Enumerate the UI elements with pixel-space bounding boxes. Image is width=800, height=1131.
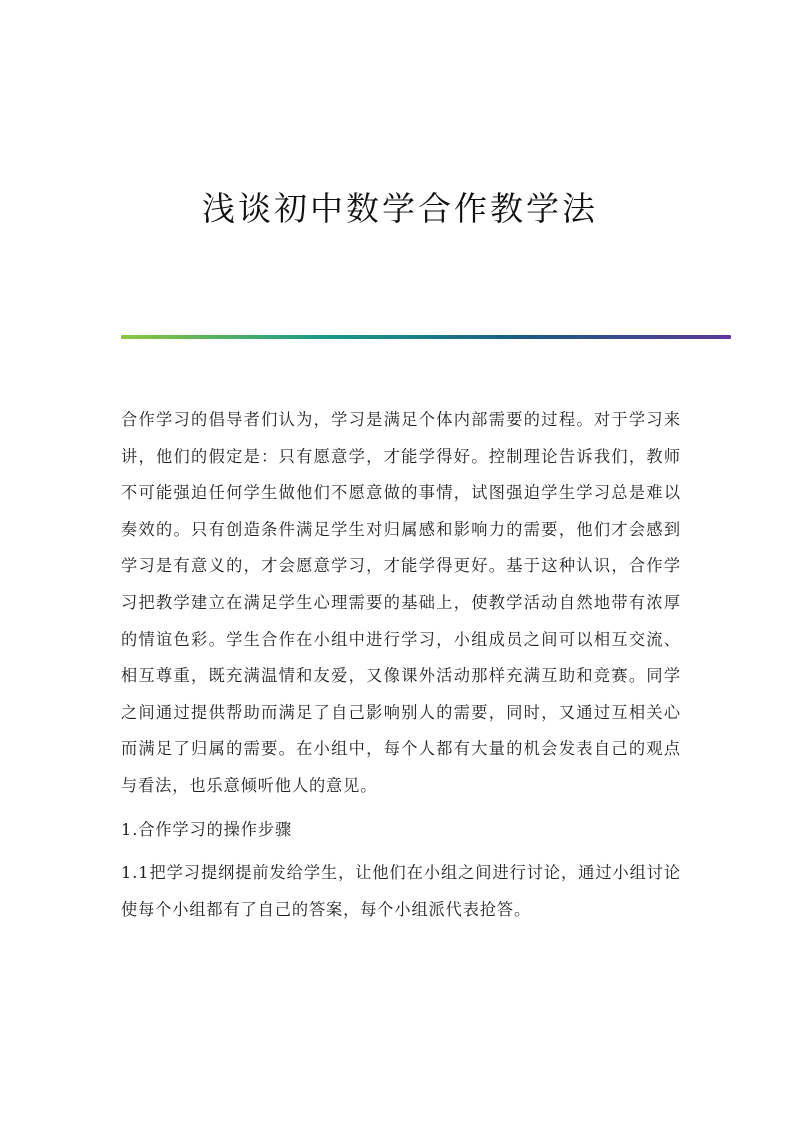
paragraph-1-1: 1.1把学习提纲提前发给学生，让他们在小组之间进行讨论，通过小组讨论使每个小组都有了自己的答案，每个小组派代表抢答。 [121, 863, 681, 919]
document-body [121, 402, 681, 928]
title-divider [121, 335, 731, 339]
document-title: 浅谈初中数学合作教学法 [202, 189, 598, 228]
section-heading-1: 1.合作学习的操作步骤 [121, 819, 293, 839]
paragraph-intro: 合作学习的倡导者们认为，学习是满足个体内部需要的过程。对于学习来讲，他们的假定是：只有愿意学，才能学得好。控制理论告诉我们，教师不可能强迫任何学生做他们不愿意做的事情，试图强迫学生学习总是难以奏效的。只有创造条件满足学生对归属感和影响力的需要，他们才会感到学习是有意义的，才会愿意学习，才能学得更好。基于这种认识，合作学习把教学建立在满足学生心理需要的基础上，使教学活动自然地带有浓厚的情谊色彩。学生合作在小组中进行学习，小组成员之间可以相互交流、相互尊重，既充满温情和友爱，又像课外活动那样充满互助和竞赛。同学之间通过提供帮助而满足了自己影响别人的需要，同时，又通过互相关心而满足了归属的需要。在小组中，每个人都有大量的机会发表自己的观点与看法，也乐意倾听他人的意见。 [121, 410, 681, 795]
